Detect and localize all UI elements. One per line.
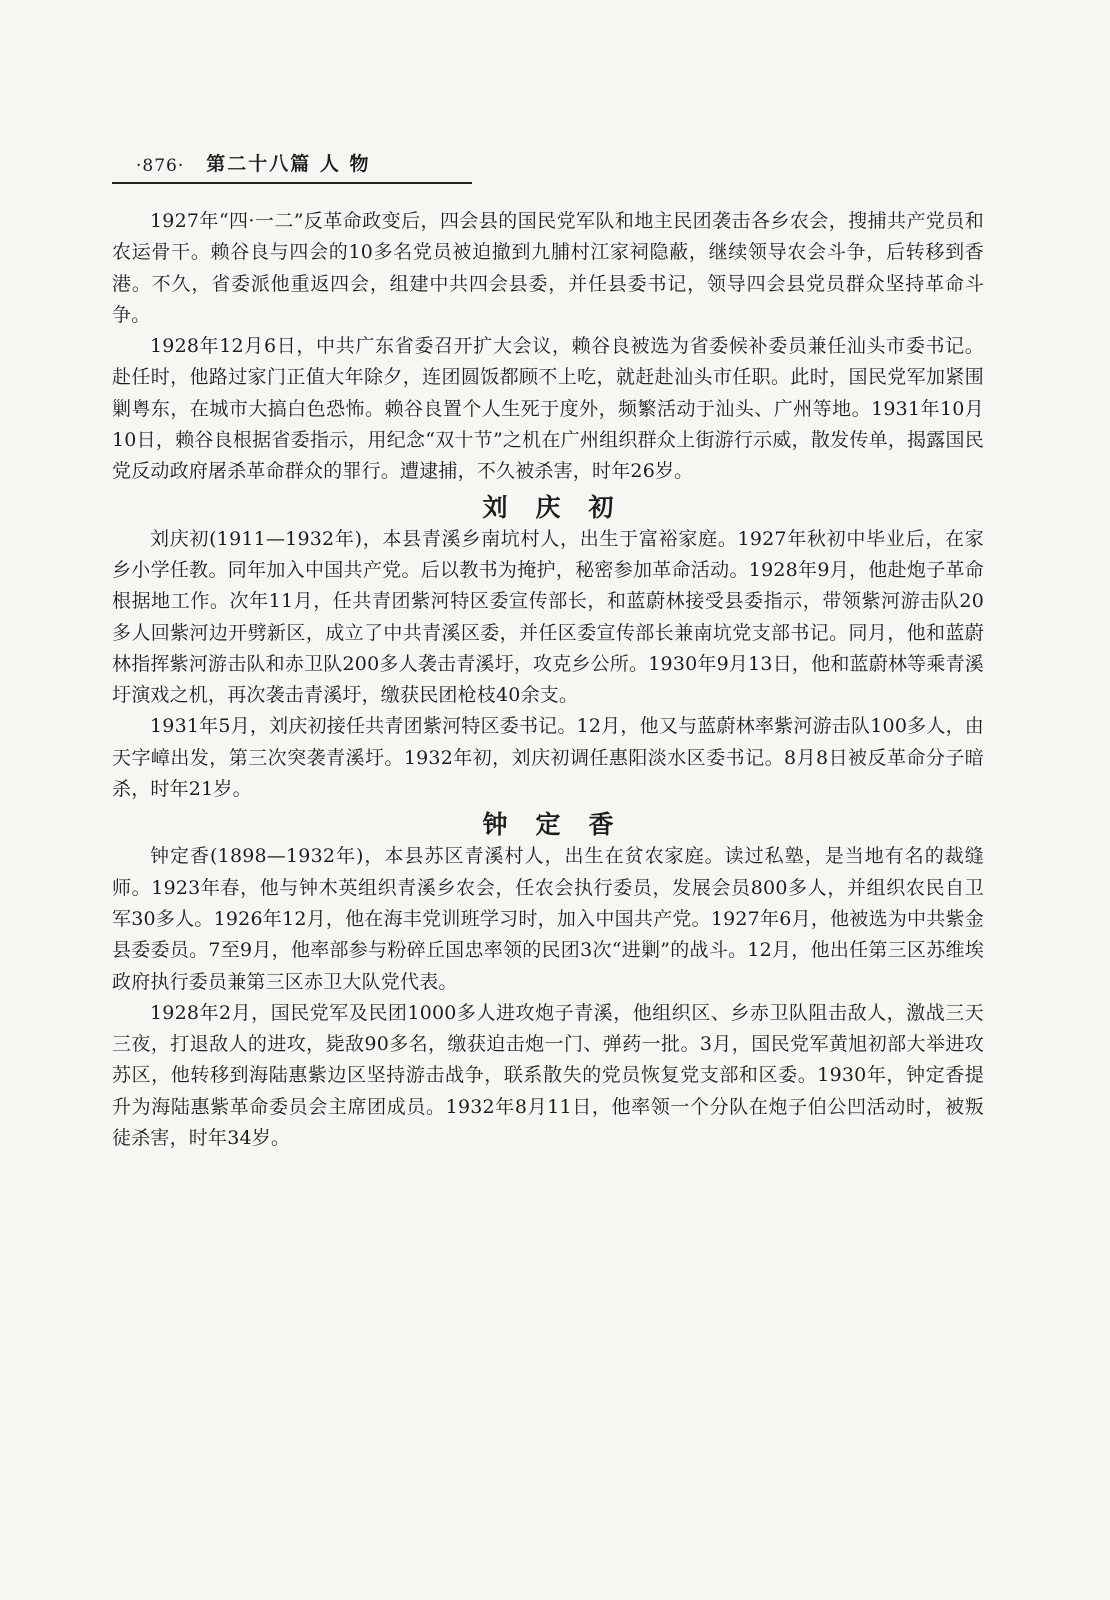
page-number: ·876· bbox=[136, 156, 185, 176]
paragraph: 1927年“四·一二”反革命政变后，四会县的国民党军队和地主民团袭击各乡农会，搜捕共产党员和农运骨干。赖谷良与四会的10多名党员被迫撤到九脯村江家祠隐蔽，继续领导农会斗争，后转移到香港。不久，省委派他重返四会，组建中共四会县委，并任县委书记，领导四会县党员群众坚持革命斗争。 bbox=[112, 210, 984, 326]
chapter-title: 第二十八篇 人 物 bbox=[206, 153, 371, 175]
paragraph: 刘庆初(1911—1932年)，本县青溪乡南坑村人，出生于富裕家庭。1927年秋初中毕业后，在家乡小学任教。同年加入中国共产党。后以教书为掩护，秘密参加革命活动。1928年9月，他赴炮子革命根据地工作。次年11月，任共青团紫河特区委宣传部长，和蓝蔚林接受县委指示，带领紫河游击队20多人回紫河边开劈新区，成立了中共青溪区委，并任区委宣传部长兼南坑党支部书记。同月，他和蓝蔚林指挥紫河游击队和赤卫队200多人袭击青溪圩，攻克乡公所。1930年9月13日，他和蓝蔚林等乘青溪圩演戏之机，再次袭击青溪圩，缴获民团枪枝40余支。 bbox=[112, 527, 984, 707]
body-text bbox=[112, 206, 984, 1154]
section-heading-liu-qingchu: 刘庆初 bbox=[482, 492, 642, 522]
paragraph: 1928年2月，国民党军及民团1000多人进攻炮子青溪，他组织区、乡赤卫队阻击敌人，激战三天三夜，打退敌人的进攻，毙敌90多名，缴获迫击炮一门、弹药一批。3月，国民党军黄旭初部大举进攻苏区，他转移到海陆惠紫边区坚持游击战争，联系散失的党员恢复党支部和区委。1930年，钟定香提升为海陆惠紫革命委员会主席团成员。1932年8月11日，他率领一个分队在炮子伯公凹活动时，被叛徒杀害，时年34岁。 bbox=[112, 1001, 984, 1150]
paragraph: 1931年5月，刘庆初接任共青团紫河特区委书记。12月，他又与蓝蔚林率紫河游击队100多人，由天字嶂出发，第三次突袭青溪圩。1932年初，刘庆初调任惠阳淡水区委书记。8月8日被反革命分子暗杀，时年21岁。 bbox=[112, 715, 984, 801]
section-heading-zhong-dingxiang: 钟定香 bbox=[482, 810, 642, 840]
running-header bbox=[112, 153, 472, 184]
paragraph: 钟定香(1898—1932年)，本县苏区青溪村人，出生在贫农家庭。读过私塾，是当地有名的裁缝师。1923年春，他与钟木英组织青溪乡农会，任农会执行委员，发展会员800多人，并组织农民自卫军30多人。1926年12月，他在海丰党训班学习时，加入中国共产党。1927年6月，他被选为中共紫金县委委员。7至9月，他率部参与粉碎丘国忠率领的民团3次“进剿”的战斗。12月，他出任第三区苏维埃政府执行委员兼第三区赤卫大队党代表。 bbox=[112, 845, 984, 993]
paragraph: 1928年12月6日，中共广东省委召开扩大会议，赖谷良被选为省委候补委员兼任汕头市委书记。赴任时，他路过家门正值大年除夕，连团圆饭都顾不上吃，就赶赴汕头市任职。此时，国民党军加紧围剿粤东，在城市大搞白色恐怖。赖谷良置个人生死于度外，频繁活动于汕头、广州等地。1931年10月10日，赖谷良根据省委指示，用纪念“双十节”之机在广州组织群众上街游行示威，散发传单，揭露国民党反动政府屠杀革命群众的罪行。遭逮捕，不久被杀害，时年26岁。 bbox=[112, 335, 984, 483]
